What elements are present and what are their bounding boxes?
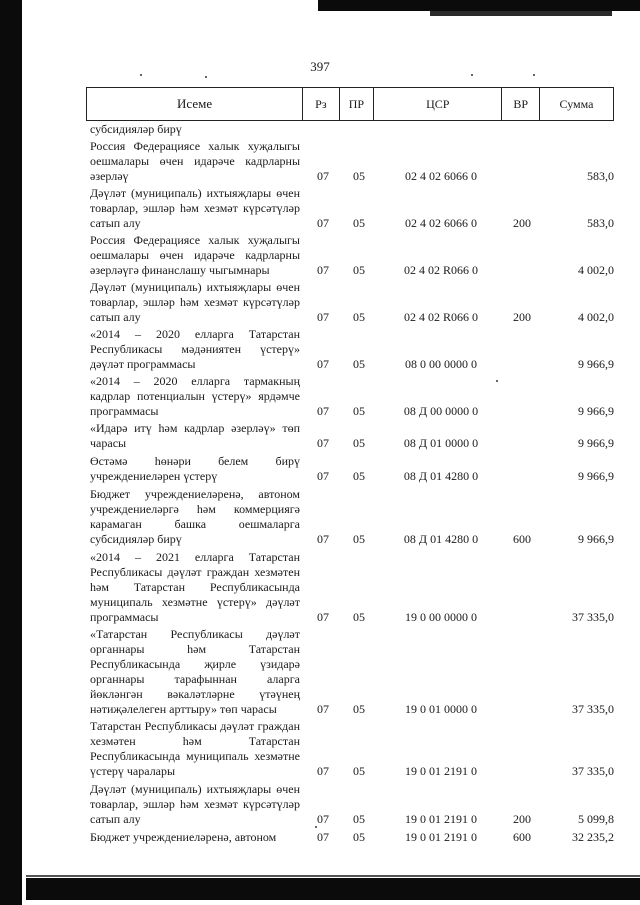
- table-row: [90, 719, 614, 779]
- table-row: [90, 122, 614, 137]
- header-pr: ПР: [339, 88, 374, 120]
- cell-pr: 05: [353, 263, 365, 277]
- cell-csr: 02 4 02 R066 0: [403, 310, 478, 324]
- cell-csr: 08 Д 01 4280 0: [403, 469, 479, 483]
- scan-top-edge: [318, 0, 640, 11]
- cell-sum: 583,0: [587, 216, 614, 230]
- cell-name: Дәүләт (муниципаль) ихтыяҗлары өчен товарлар, эшләр һәм хезмәт күрсәтүләр сатып алу: [90, 280, 300, 324]
- table-row: [90, 139, 614, 184]
- cell-csr: 02 4 02 6066 0: [405, 169, 477, 183]
- table-row: [90, 233, 614, 278]
- table-row: [90, 550, 614, 625]
- cell-csr: 08 0 00 0000 0: [405, 357, 477, 371]
- cell-rz: 07: [317, 469, 329, 483]
- cell-sum: 4 002,0: [578, 263, 614, 277]
- cell-sum: 37 335,0: [572, 702, 614, 716]
- cell-rz: 07: [317, 610, 329, 624]
- table-body: [90, 122, 614, 845]
- cell-sum: 9 966,9: [578, 532, 614, 546]
- cell-rz: 07: [317, 357, 329, 371]
- cell-pr: 05: [353, 169, 365, 183]
- cell-rz: 07: [317, 404, 329, 418]
- cell-csr: 08 Д 00 0000 0: [403, 404, 479, 418]
- cell-name: субсидияләр бирү: [90, 122, 182, 136]
- cell-name: Россия Федерациясе халык хуҗалыгы оешмалары өчен идарәче кадрларны әзерләү: [90, 139, 300, 183]
- table-row: [90, 327, 614, 372]
- cell-rz: 07: [317, 263, 329, 277]
- cell-name: «2014 – 2020 елларга тармакның кадрлар потенциалын үстерү» ярдәмче программасы: [90, 374, 300, 418]
- scan-bottom-edge: [26, 878, 640, 900]
- cell-csr: 19 0 00 0000 0: [405, 610, 477, 624]
- cell-sum: 5 099,8: [578, 812, 614, 826]
- header-sum: Сумма: [539, 88, 613, 120]
- cell-name: Дәүләт (муниципаль) ихтыяҗлары өчен товарлар, эшләр һәм хезмәт күрсәтүләр сатып алу: [90, 782, 300, 826]
- page-number: 397: [310, 59, 330, 74]
- cell-rz: 07: [317, 532, 329, 546]
- cell-sum: 583,0: [587, 169, 614, 183]
- cell-csr: 08 Д 01 4280 0: [403, 532, 479, 546]
- table-row: [90, 830, 614, 845]
- cell-sum: 4 002,0: [578, 310, 614, 324]
- cell-pr: 05: [353, 310, 365, 324]
- cell-sum: 9 966,9: [578, 404, 614, 418]
- table-row: [90, 454, 614, 484]
- cell-rz: 07: [317, 169, 329, 183]
- cell-name: Россия Федерациясе халык хуҗалыгы оешмалары өчен идарәче кадрларны әзерләүгә финанслашу чыгымнары: [90, 233, 300, 277]
- cell-rz: 07: [317, 812, 329, 826]
- cell-rz: 07: [317, 436, 329, 450]
- table-row: [90, 627, 614, 717]
- cell-name: Дәүләт (муниципаль) ихтыяҗлары өчен товарлар, эшләр һәм хезмәт күрсәтүләр сатып алу: [90, 186, 300, 230]
- table-row: [90, 782, 614, 827]
- cell-name: Бюджет учреждениеләренә, автоном: [90, 830, 277, 844]
- cell-vr: 600: [513, 830, 531, 844]
- header-name: Исеме: [177, 96, 213, 111]
- cell-rz: 07: [317, 830, 329, 844]
- cell-name: «Татарстан Республикасы дәүләт органнары һәм Татарстан Республикасында җирле үзидарә органнары тарафыннан аларга йөкләнгән вәкаләтләрне үтәүнең нәтиҗәлелеген арттыру» төп чарасы: [90, 627, 300, 716]
- table-row: [90, 374, 614, 419]
- cell-pr: 05: [353, 357, 365, 371]
- cell-csr: 08 Д 01 0000 0: [403, 436, 479, 450]
- scan-left-edge: [0, 0, 22, 905]
- cell-pr: 05: [353, 764, 365, 778]
- scan-top-edge-shadow: [430, 11, 612, 16]
- cell-sum: 9 966,9: [578, 357, 614, 371]
- table-row: [90, 280, 614, 325]
- cell-pr: 05: [353, 469, 365, 483]
- cell-rz: 07: [317, 764, 329, 778]
- cell-sum: 9 966,9: [578, 469, 614, 483]
- cell-sum: 32 235,2: [572, 830, 614, 844]
- cell-rz: 07: [317, 310, 329, 324]
- cell-pr: 05: [353, 436, 365, 450]
- cell-csr: 19 0 01 2191 0: [405, 764, 477, 778]
- cell-vr: 200: [513, 216, 531, 230]
- cell-name: Бюджет учреждениеләренә, автоном учреждениеләргә һәм коммерциягә карамаган башка оешмаларга субсидияләр бирү: [90, 487, 300, 546]
- cell-csr: 02 4 02 R066 0: [403, 263, 478, 277]
- cell-pr: 05: [353, 610, 365, 624]
- cell-sum: 9 966,9: [578, 436, 614, 450]
- cell-vr: 600: [513, 532, 531, 546]
- cell-pr: 05: [353, 830, 365, 844]
- cell-vr: 200: [513, 812, 531, 826]
- cell-pr: 05: [353, 532, 365, 546]
- cell-csr: 19 0 01 2191 0: [405, 812, 477, 826]
- cell-pr: 05: [353, 404, 365, 418]
- cell-vr: 200: [513, 310, 531, 324]
- header-csr: ЦСР: [373, 88, 501, 120]
- cell-csr: 19 0 01 2191 0: [405, 830, 477, 844]
- cell-name: «Идарә итү һәм кадрлар әзерләү» төп чарасы: [90, 421, 300, 450]
- cell-pr: 05: [353, 812, 365, 826]
- scan-speck: [205, 76, 207, 78]
- table-row: [90, 186, 614, 231]
- cell-rz: 07: [317, 702, 329, 716]
- header-vr: ВР: [501, 88, 539, 120]
- table-row: [90, 421, 614, 451]
- cell-sum: 37 335,0: [572, 764, 614, 778]
- cell-pr: 05: [353, 702, 365, 716]
- cell-csr: 02 4 02 6066 0: [405, 216, 477, 230]
- cell-name: Өстәмә һөнәри белем бирү учреждениеләрен үстерү: [90, 454, 300, 483]
- cell-csr: 19 0 01 0000 0: [405, 702, 477, 716]
- header-rz: Рз: [302, 88, 339, 120]
- cell-rz: 07: [317, 216, 329, 230]
- cell-pr: 05: [353, 216, 365, 230]
- cell-name: «2014 – 2020 елларга Татарстан Республикасы мәдәниятен үстерү» дәүләт программасы: [90, 327, 300, 371]
- cell-name: Татарстан Республикасы дәүләт граждан хезмәтен һәм Татарстан Республикасында муниципаль хезмәтне үстерү чаралары: [90, 719, 300, 778]
- cell-sum: 37 335,0: [572, 610, 614, 624]
- table-header: [86, 87, 614, 121]
- scan-bottom-line: [26, 875, 640, 877]
- cell-name: «2014 – 2021 елларга Татарстан Республикасы дәүләт граждан хезмәтен һәм Татарстан Республикасында муниципаль хезмәтне үстерү» дәүләт программасы: [90, 550, 300, 624]
- table-row: [90, 487, 614, 547]
